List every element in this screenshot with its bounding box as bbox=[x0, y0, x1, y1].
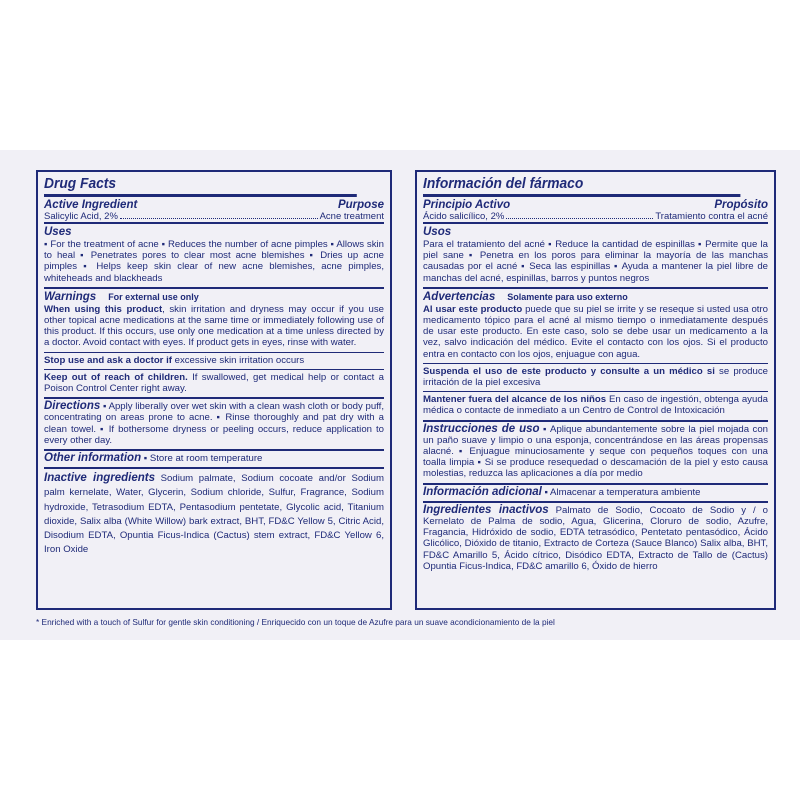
active-ingredient-header-row bbox=[44, 199, 384, 211]
when-using-body: puede que su piel se irrite y se reseque si usted usa otro medicamento tópico para el acné al mismo tiempo o inmediatamente después de usar este producto. En este caso, solo se debe usar un medicamento a la vez, salvo indicación del médico. Evite el contacto con los ojos. Si el producto entra en contacto con los ojos, enjuague con agua. bbox=[423, 303, 769, 360]
when-using-text bbox=[423, 304, 768, 360]
active-ingredient-value: Ácido salicílico, 2% bbox=[423, 211, 505, 222]
uses-section bbox=[423, 222, 768, 287]
inactive-ingredients-heading: Inactive ingredients bbox=[44, 472, 155, 485]
drug-facts-panel-english bbox=[36, 170, 392, 610]
stop-use-body: se produce irritación de la piel excesiva bbox=[423, 365, 768, 389]
inactive-ingredients-section bbox=[423, 501, 768, 575]
warnings-section bbox=[44, 287, 384, 352]
stop-use-label: Stop use and ask a doctor if bbox=[44, 354, 172, 366]
footnote: * Enriched with a touch of Sulfur for gentle skin conditioning / Enriquecido con un toque de Azufre para un suave acondicionamiento de la piel bbox=[36, 617, 555, 627]
keep-out-label: Mantener fuera del alcance de los niños bbox=[423, 394, 607, 406]
purpose-value: Acne treatment bbox=[319, 211, 384, 222]
uses-heading: Usos bbox=[423, 226, 452, 238]
keep-out-section bbox=[423, 391, 768, 419]
when-using-label: Al usar este producto bbox=[423, 303, 523, 315]
panel-title: Información del fármaco bbox=[423, 172, 740, 197]
directions-text: ▪ Aplique abundantemente sobre la piel mojada con un paño suave y limpio o una esponja, concentrándose en las áreas propensas alacné. ▪ Enjuague minuciosamente y seque con pequeños toques con una toalla limpia ▪ Si se produce resequedad o descamación de la piel y esto causa molestias, reduzca las aplicaciones a día por medio bbox=[423, 423, 768, 480]
keep-out-body: En caso de ingestión, obtenga ayuda médica o contacte de inmediato a un Centro de Control de Intoxicación bbox=[423, 394, 768, 417]
other-information-section bbox=[423, 483, 768, 501]
other-information-section bbox=[44, 449, 384, 467]
directions-heading: Instrucciones de uso bbox=[423, 422, 540, 435]
other-information-text: ▪ Store at room temperature bbox=[141, 453, 263, 465]
inactive-ingredients-text: Sodium palmate, Sodium cocoate and/or Sodium palm kernelate, Water, Glycerin, Sodium chloride, Sulfur, Fragrance, Sodium hydroxide, Tetrasodium EDTA, Pentasodium pentetate, Glycolic acid, Titanium dioxide, Salix alba (White Willow) bark extract, BHT, FD&C Yellow 5, Citric Acid, Disodium EDTA, Opuntia Ficus-Indica (Cactus) stem extract, FD&C Yellow 6, Iron Oxide bbox=[44, 473, 384, 556]
warnings-title: Warnings bbox=[44, 290, 97, 303]
uses-text: Para el tratamiento del acné ▪ Reduce la cantidad de espinillas ▪ Permite que la piel sane ▪ Penetra en los poros para eliminar la mayoría de las manchas causadas por el acné ▪ Seca las espinillas ▪ Ayuda a mantener la piel libre de manchas del acné, espinillas, barros y puntos negros bbox=[423, 239, 768, 284]
keep-out-section bbox=[44, 369, 384, 397]
inactive-ingredients-section bbox=[44, 467, 384, 560]
warnings-heading bbox=[44, 291, 384, 304]
active-ingredient-header-row bbox=[423, 199, 768, 211]
when-using-label: When using this product bbox=[44, 303, 163, 315]
stop-use-label: Suspenda el uso de este producto y consulte a un médico si bbox=[423, 365, 715, 377]
active-ingredient-row bbox=[44, 211, 384, 222]
warnings-subtitle: For external use only bbox=[108, 291, 199, 302]
keep-out-body: If swallowed, get medical help or contact a Poison Control Center right away. bbox=[44, 371, 384, 395]
uses-section bbox=[44, 222, 384, 287]
purpose-header: Purpose bbox=[337, 199, 384, 211]
warnings-heading bbox=[423, 291, 768, 304]
warnings-subtitle: Solamente para uso externo bbox=[507, 291, 628, 302]
when-using-text bbox=[44, 304, 384, 349]
keep-out-label: Keep out of reach of children. bbox=[44, 371, 188, 383]
drug-facts-panel-spanish bbox=[415, 170, 776, 610]
directions-section bbox=[44, 397, 384, 449]
stop-use-section bbox=[423, 363, 768, 391]
active-ingredient-row bbox=[423, 211, 768, 222]
inactive-ingredients-heading: Ingredientes inactivos bbox=[423, 503, 549, 516]
active-ingredient-header: Principio Activo bbox=[423, 199, 511, 211]
uses-heading: Uses bbox=[44, 226, 72, 238]
other-information-heading: Información adicional bbox=[423, 485, 542, 498]
warnings-section bbox=[423, 287, 768, 363]
stop-use-section bbox=[44, 352, 384, 369]
stop-use-body: excessive skin irritation occurs bbox=[171, 354, 305, 366]
directions-text: ▪ Apply liberally over wet skin with a clean wash cloth or body puff, concentrating on areas prone to acne. ▪ Rinse thoroughly and pat dry with a clean towel. ▪ If bothersome dryness or peeling occurs, reduce application to every other day. bbox=[44, 401, 384, 446]
other-information-text: ▪ Almacenar a temperatura ambiente bbox=[541, 486, 701, 498]
panel-title: Drug Facts bbox=[44, 172, 357, 197]
active-ingredient-value: Salicylic Acid, 2% bbox=[44, 211, 118, 222]
other-information-heading: Other information bbox=[44, 452, 142, 465]
purpose-value: Tratamiento contra el acné bbox=[655, 211, 768, 222]
directions-section bbox=[423, 420, 768, 483]
warnings-title: Advertencias bbox=[423, 290, 496, 303]
dot-leader bbox=[120, 211, 318, 219]
purpose-header: Propósito bbox=[714, 199, 768, 211]
active-ingredient-header: Active Ingredient bbox=[44, 199, 138, 211]
uses-text: ▪ For the treatment of acne ▪ Reduces the number of acne pimples ▪ Allows skin to heal ▪ Penetrates pores to clear most acne blemishes ▪ Dries up acne pimples ▪ Helps keep skin clear of new acne blemishes, acne pimples, whiteheads and blackheads bbox=[44, 239, 384, 284]
dot-leader bbox=[506, 211, 653, 219]
directions-heading: Directions bbox=[44, 400, 101, 413]
when-using-body: , skin irritation and dryness may occur if you use other topical acne medications at the same time or immediately following use of this product. If this occurs, use only one medication at a time unless directed by a doctor. Avoid contact with eyes. If product gets in eyes, rinse with water. bbox=[44, 303, 384, 349]
inactive-ingredients-text: Palmato de Sodio, Cocoato de Sodio y / o Kernelato de Palma de sodio, Agua, Glicerina, Cloruro de sodio, Azufre, Fragancia, Hidróxido de sodio, EDTA tetrasódico, Pentetato pentasódico, Ácido Glicólico, Dióxido de titanio, Extracto de Corteza (Sauce Blanco) Salix alba, BHT, FD&C Amarillo 5, Ácido cítrico, Disódico EDTA, Extracto de Tallo de (Cactus) Opuntia Ficus-Indica, FD&C amarillo 6, Óxido de hierro bbox=[423, 504, 768, 572]
